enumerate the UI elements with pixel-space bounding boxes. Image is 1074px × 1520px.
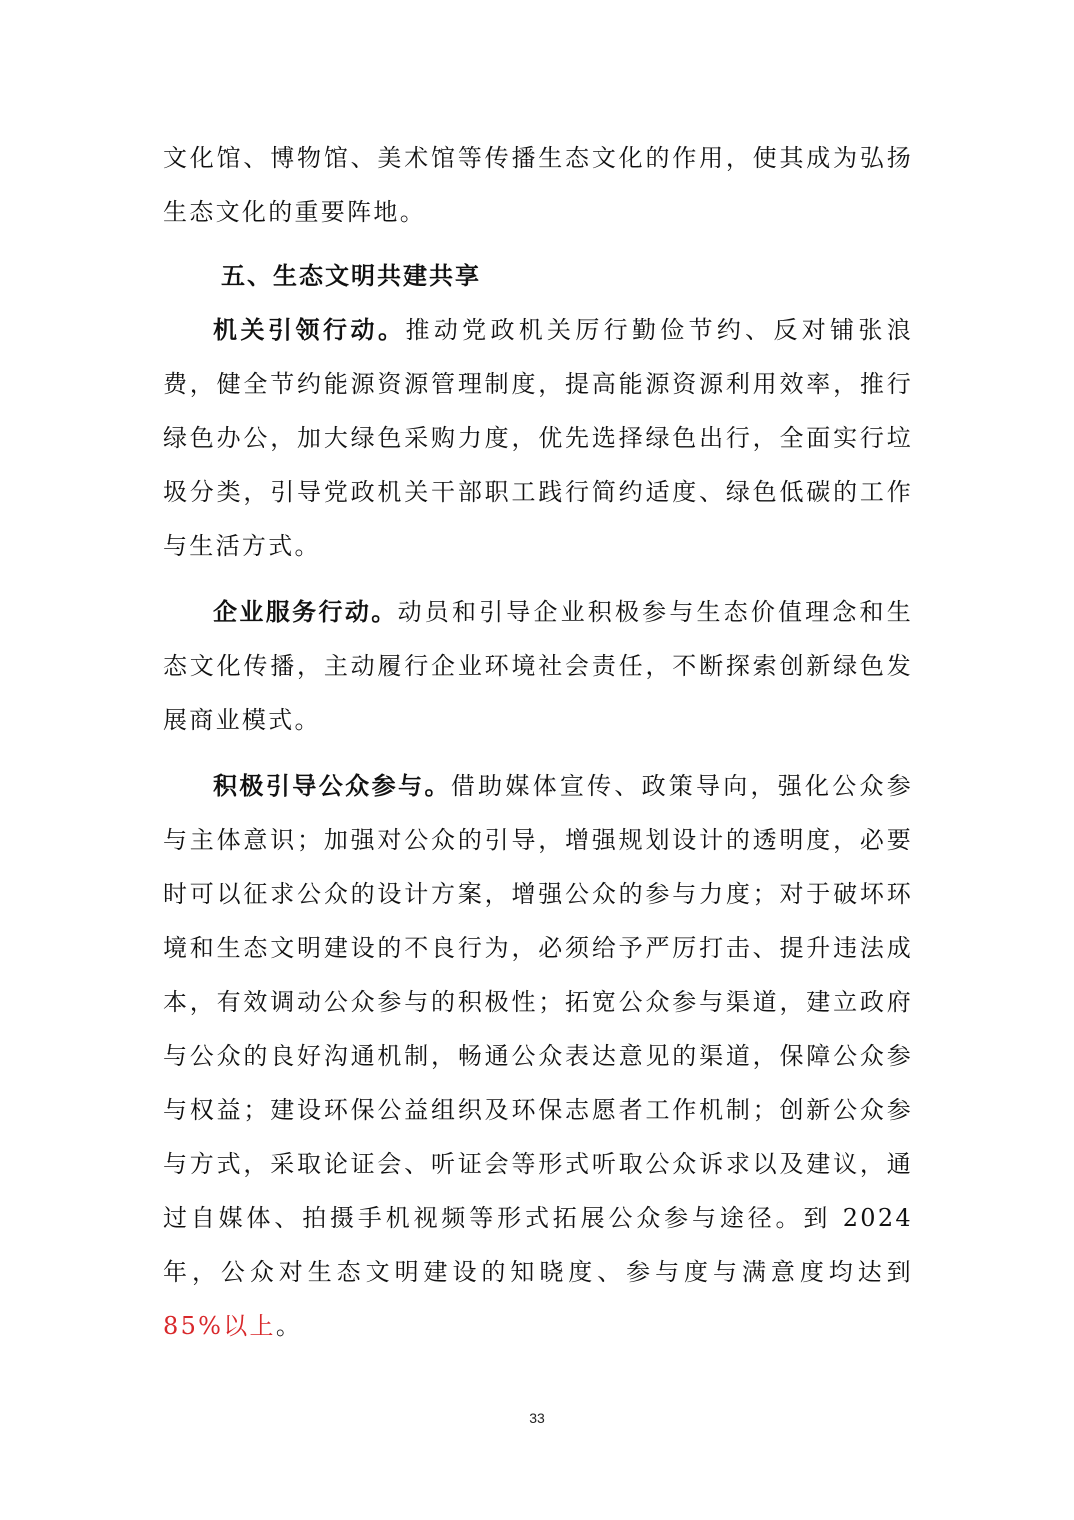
enterprise-service-lead: 企业服务行动。: [213, 598, 398, 626]
public-participation-body: 借助媒体宣传、政策导向，强化公众参与主体意识；加强对公众的引导，增强规划设计的透明度，必要时可以征求公众的设计方案，增强公众的参与力度；对于破坏环境和生态文明建设的不良行为，必须给予严厉打击、提升违法成本，有效调动公众参与的积极性；拓宽公众参与渠道，建立政府与公众的良好沟通机制，畅通公众表达意见的渠道，保障公众参与权益；建设环保公益组织及环保志愿者工作机制；创新公众参与方式，采取论证会、听证会等形式听取公众诉求以及建议，通过自媒体、拍摄手机视频等形式拓展公众参与途径。到 2024 年，公众对生态文明建设的知晓度、参与度与满意度均达到: [163, 772, 913, 1286]
public-participation-paragraph: [163, 759, 913, 1353]
agency-leadership-paragraph: [163, 303, 913, 573]
satisfaction-target-highlight: 85%以上: [163, 1312, 276, 1340]
agency-leadership-lead: 机关引领行动。: [213, 316, 406, 344]
intro-continuation-text: 文化馆、博物馆、美术馆等传播生态文化的作用，使其成为弘扬生态文化的重要阵地。: [163, 144, 913, 226]
intro-continuation-paragraph: [163, 131, 913, 239]
public-participation-lead: 积极引导公众参与。: [213, 772, 451, 800]
section-heading: 五、生态文明共建共享: [221, 262, 481, 290]
enterprise-service-body: 动员和引导企业积极参与生态价值理念和生态文化传播，主动履行企业环境社会责任，不断探索创新绿色发展商业模式。: [163, 598, 914, 734]
page-number: 33: [529, 1410, 545, 1426]
enterprise-service-paragraph: [163, 585, 913, 747]
agency-leadership-body: 推动党政机关厉行勤俭节约、反对铺张浪费，健全节约能源资源管理制度，提高能源资源利用效率，推行绿色办公，加大绿色采购力度，优先选择绿色出行，全面实行垃圾分类，引导党政机关干部职工践行简约适度、绿色低碳的工作与生活方式。: [163, 316, 913, 560]
public-participation-tail: 。: [275, 1312, 303, 1340]
page-content: [163, 131, 913, 1353]
